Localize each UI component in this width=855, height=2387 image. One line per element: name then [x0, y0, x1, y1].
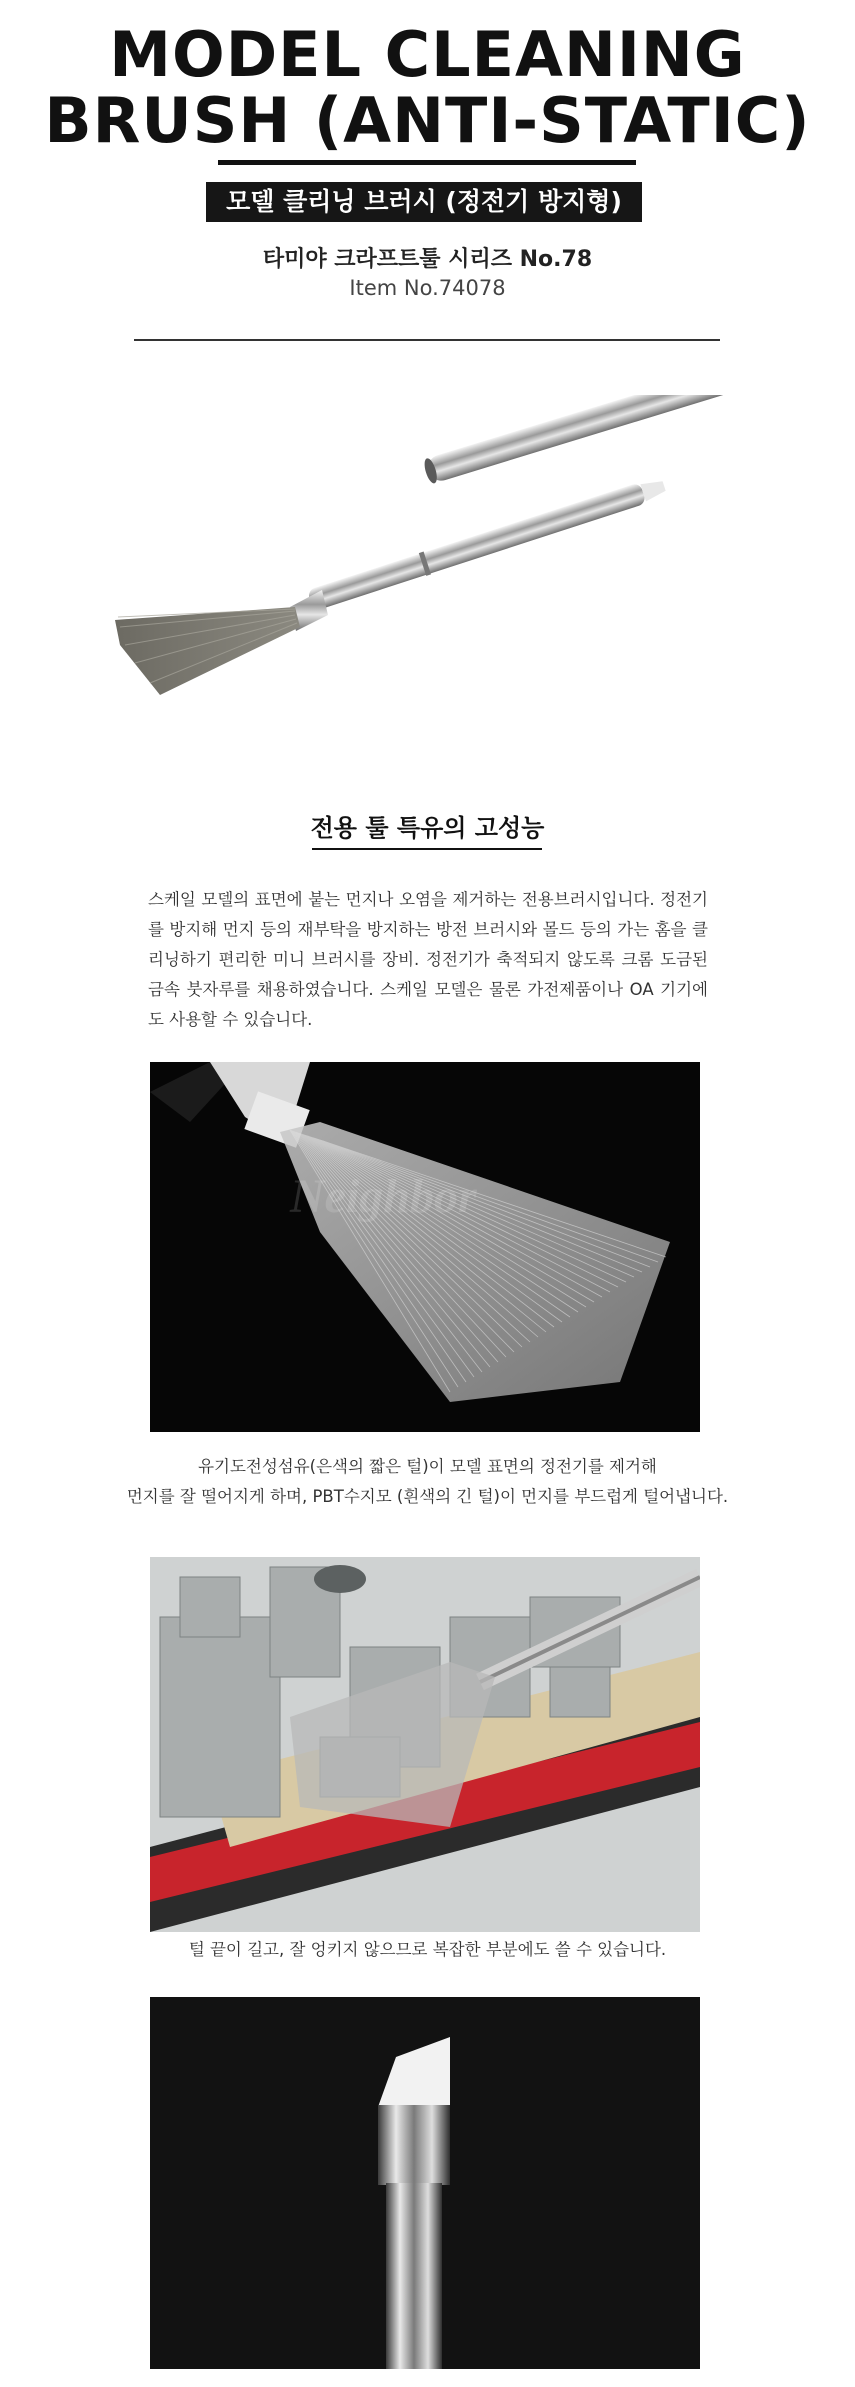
- watermark: Neighbor: [290, 1170, 477, 1223]
- brush-cap: [422, 395, 758, 485]
- photo1-caption: [0, 1452, 855, 1512]
- title-line-2: BRUSH (ANTI-STATIC): [44, 84, 811, 157]
- photo1-caption-line-2: 먼지를 잘 떨어지게 하며, PBT수지모 (흰색의 긴 털)이 먼지를 부드럽게 털어냅니다.: [126, 1487, 729, 1506]
- mini-brush-photo: [150, 1997, 700, 2369]
- features-description: 스케일 모델의 표면에 붙는 먼지나 오염을 제거하는 전용브러시입니다. 정전기를 방지해 먼지 등의 재부탁을 방지하는 방전 브러시와 몰드 등의 가는 홈을 클리닝하기 편리한 미니 브러시를 장비. 정전기가 축적되지 않도록 크롬 도금된 금속 붓자루를 채용하였습니다. 스케일 모델은 물론 가전제품이나 OA 기기에도 사용할 수 있습니다.: [148, 890, 708, 1029]
- photo2-caption: 털 끝이 길고, 잘 엉키지 않으므로 복잡한 부분에도 쓸 수 있습니다.: [188, 1940, 667, 1959]
- brush-handle: [307, 475, 668, 613]
- product-title: [0, 18, 855, 157]
- title-divider: [218, 160, 636, 165]
- korean-product-name: 모델 클리닝 브러시 (정전기 방지형): [206, 182, 642, 222]
- features-heading-underline: [312, 848, 542, 850]
- product-photo: [90, 395, 770, 765]
- photo1-caption-line-1: 유기도전성섬유(은색의 짧은 털)이 모델 표면의 정전기를 제거해: [198, 1457, 657, 1476]
- features-heading: 전용 툴 특유의 고성능: [310, 814, 545, 842]
- series-label: 타미야 크라프트툴 시리즈 No.78: [262, 247, 593, 272]
- brush-bristles: [115, 607, 300, 695]
- title-line-1: MODEL CLEANING: [109, 18, 746, 91]
- bristle-closeup-photo: [150, 1062, 700, 1432]
- header-divider: [134, 339, 720, 341]
- item-number: Item No.74078: [349, 276, 506, 300]
- ship-model-photo: [150, 1557, 700, 1932]
